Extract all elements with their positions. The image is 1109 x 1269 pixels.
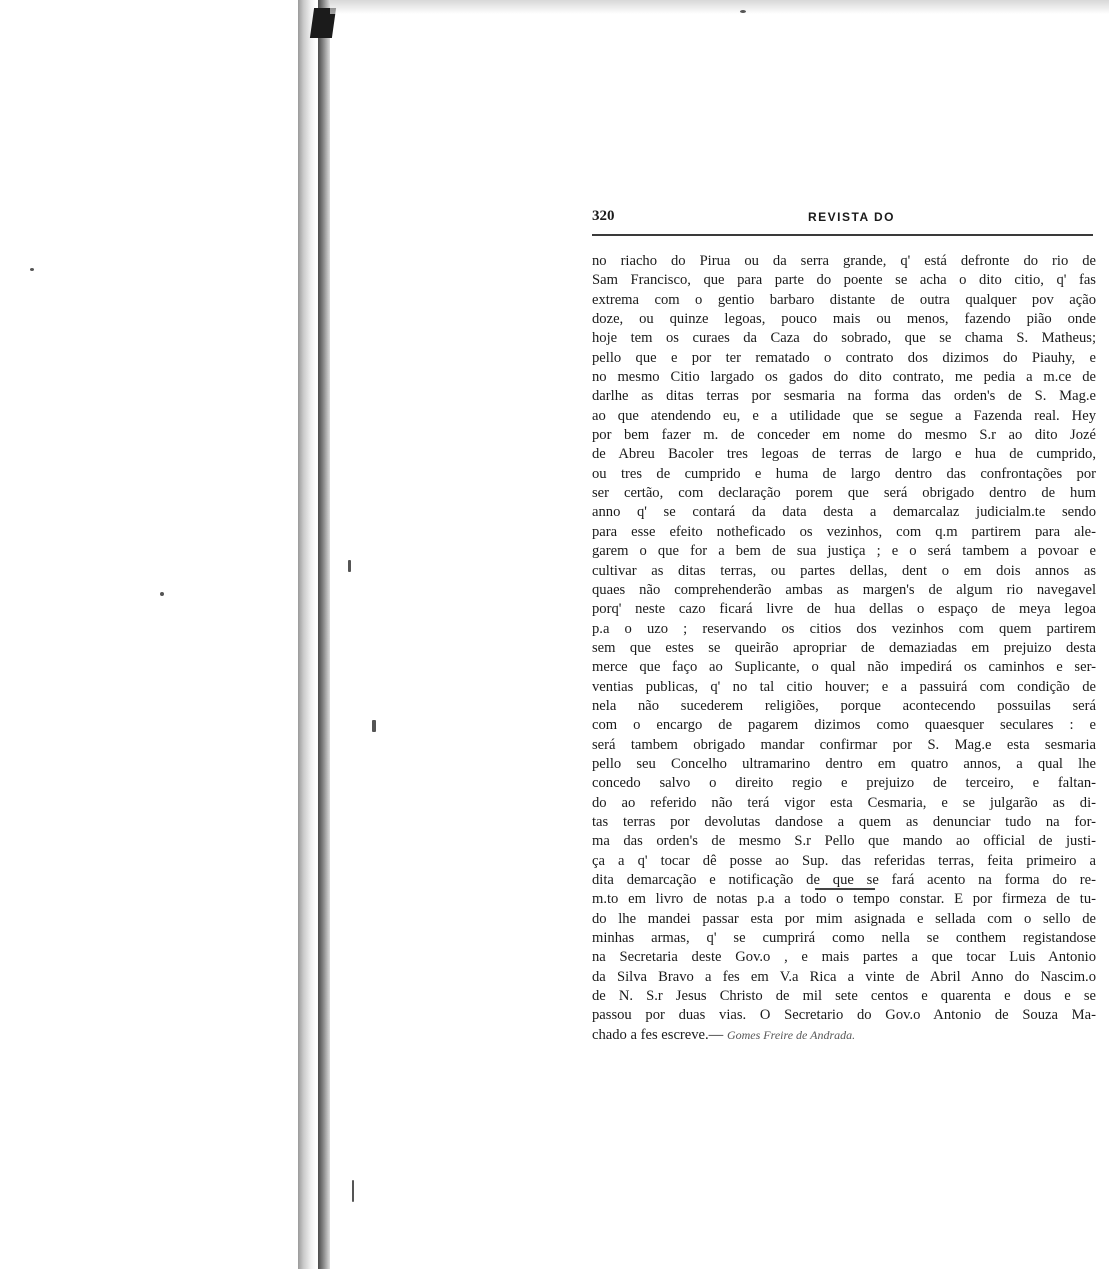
text-line: passou por duas vias. O Secretario do Gov.o Antonio de Souza Ma- [592, 1007, 1096, 1024]
running-head: REVISTA DO [808, 210, 896, 224]
text-line: darlhe as ditas terras por sesmaria na forma das orden's de S. Mag.e [592, 388, 1096, 405]
scan-speck [740, 10, 746, 13]
body-text [592, 252, 1096, 1045]
page-top-edge [330, 0, 1109, 14]
scan-speck [372, 720, 376, 732]
end-rule [815, 888, 875, 890]
text-line: minhas armas, q' se cumprirá como nella se conthem registandose [592, 930, 1096, 947]
signature: Gomes Freire de Andrada. [726, 1027, 856, 1042]
text-line: quaes não comprehenderão ambas as margen's de algum rio navegavel [592, 581, 1096, 598]
text-line: porq' neste cazo ficará livre de hua dellas o espaço de meya legoa [592, 601, 1096, 618]
text-line: dita demarcação e notificação de que se fará acento na forma do re- [592, 872, 1096, 888]
text-line: por bem fazer m. de conceder em nome do mesmo S.r ao dito Jozé [592, 427, 1096, 444]
text-line: doze, ou quinze legoas, pouco mais ou menos, fazendo pião onde [592, 311, 1096, 328]
scan-speck [348, 560, 351, 572]
text-line: m.to em livro de notas p.a a todo o tempo constar. E por firmeza de tu- [592, 891, 1096, 908]
text-line: concedo salvo o direito regio e prejuizo de terceiro, e faltan- [592, 775, 1096, 792]
text-line: ao que atendendo eu, e a utilidade que se segue a Fazenda real. Hey [592, 407, 1096, 424]
text-line [592, 1026, 1096, 1045]
text-line: tas terras por devolutas dandose a quem as denunciar tudo na for- [592, 813, 1096, 830]
text-line: do lhe mandei passar esta por mim asignada e sellada com o sello de [592, 910, 1096, 927]
text-line: pello que e por ter rematado o contrato dos dizimos do Piauhy, e [592, 349, 1096, 366]
text-line: de Abreu Bacoler tres legoas de terras de largo e hua de cumprido, [592, 446, 1096, 463]
text-line: anno q' se contará da data desta a demarcalaz judicialm.te sendo [592, 504, 1096, 521]
text-line: pello seu Concelho ultramarino dentro em quatro annos, a qual lhe [592, 755, 1096, 772]
text-line: para esse efeito notheficado os vezinhos, com q.m partirem para ale- [592, 523, 1096, 540]
text-line: será tambem obrigado mandar confirmar por S. Mag.e esta sesmaria [592, 736, 1096, 753]
text-line: hoje tem os curaes da Caza do sobrado, que se chama S. Matheus; [592, 330, 1096, 347]
page-number: 320 [592, 208, 615, 224]
text-line: no mesmo Citio largado os gados do dito contrato, me pedia a m.ce de [592, 369, 1096, 386]
text-line: ventias publicas, q' no tal citio houver; e a passuirá com condição de [592, 678, 1096, 695]
text-line: ser certão, com declaração porem que será obrigado dentro de hum [592, 485, 1096, 502]
scan-speck [160, 592, 164, 596]
text-line: do ao referido não terá vigor esta Cesmaria, e se julgarão as di- [592, 794, 1096, 811]
scan-speck [352, 1180, 354, 1202]
text-line: da Silva Bravo a fes em V.a Rica a vinte de Abril Anno do Nascim.o [592, 968, 1096, 985]
text-line: extrema com o gentio barbaro distante de outra qualquer pov ação [592, 291, 1096, 308]
text-line: na Secretaria deste Gov.o , e mais partes a que tocar Luis Antonio [592, 949, 1096, 966]
text-line: garem o que for a bem de sua justiça ; e o será tambem a povoar e [592, 543, 1096, 560]
text-line: p.a o uzo ; reservando os citios dos vezinhos com quem partirem [592, 620, 1096, 637]
book-spine-shadow [298, 0, 316, 1269]
scan-speck [30, 268, 34, 271]
text-line: no riacho do Pirua ou da serra grande, q' está defronte do rio de [592, 253, 1096, 269]
text-line: Sam Francisco, que para parte do poente se acha o dito citio, q' fas [592, 272, 1096, 289]
text-line: de N. S.r Jesus Christo de mil sete centos e quarenta e dous e se [592, 988, 1096, 1005]
text-line: cultivar as ditas terras, ou partes dellas, dent o em dois annos as [592, 562, 1096, 579]
text-line: ma das orden's de mesmo S.r Pello que mando ao official de justi- [592, 833, 1096, 850]
text-line-content: chado a fes escreve.— [592, 1026, 724, 1043]
book-gutter [318, 0, 330, 1269]
text-line: com o encargo de pagarem dizimos como quaesquer seculares : e [592, 717, 1096, 734]
text-line: ou tres de cumprido e huma de largo dentro das confrontações por [592, 465, 1096, 482]
header-rule [592, 234, 1093, 236]
text-line: nela não sucederem religiões, porque acontecendo possuilas será [592, 697, 1096, 714]
text-line: sem que estes se queirão apropriar de demaziadas em prejuizo desta [592, 639, 1096, 656]
text-line: merce que faço ao Suplicante, o qual não impedirá os caminhos e ser- [592, 659, 1096, 676]
text-line: ça a q' tocar dê posse ao Sup. das referidas terras, feita primeiro a [592, 852, 1096, 869]
page-header [592, 208, 1092, 232]
